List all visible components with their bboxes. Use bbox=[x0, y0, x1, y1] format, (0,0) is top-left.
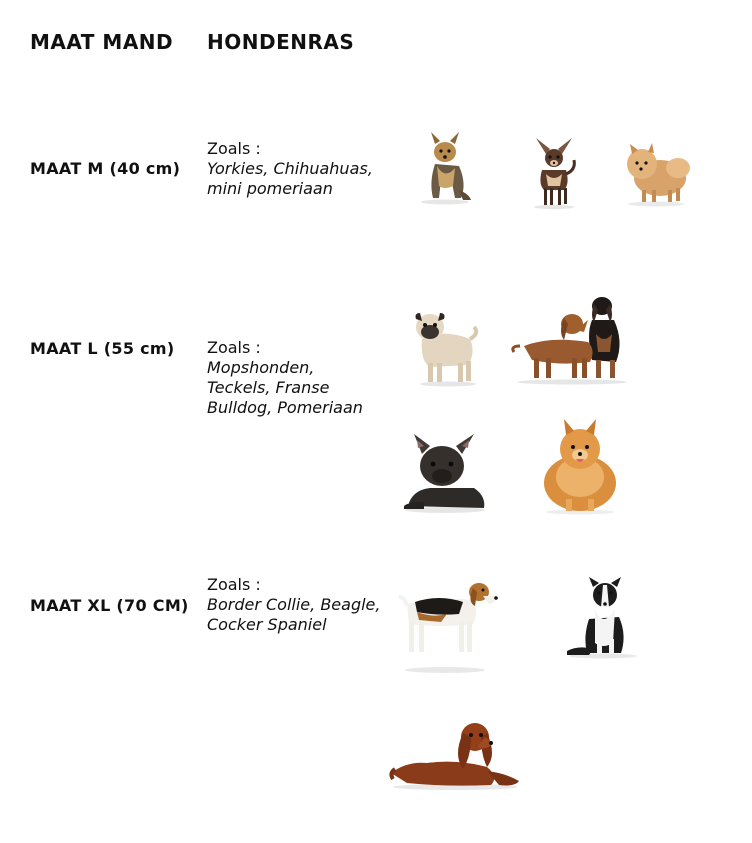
pomeranian-photo bbox=[540, 417, 620, 515]
breed-list-l bbox=[207, 338, 382, 418]
breed-names: Border Collie, Beagle, Cocker Spaniel bbox=[207, 595, 381, 634]
size-label-m: MAAT M (40 cm) bbox=[30, 159, 181, 178]
size-label-xl: MAAT XL (70 CM) bbox=[30, 596, 189, 615]
yorkshire-terrier-photo bbox=[415, 130, 477, 205]
border-collie-photo bbox=[563, 577, 639, 659]
breed-list-m bbox=[207, 139, 382, 199]
breed-intro: Zoals : bbox=[207, 338, 261, 357]
breed-intro: Zoals : bbox=[207, 139, 261, 158]
breed-names: Mopshonden, Teckels, Franse Bulldog, Pomeriaan bbox=[207, 358, 363, 417]
cocker-spaniel-photo bbox=[387, 707, 522, 791]
french-bulldog-photo bbox=[402, 432, 488, 514]
breed-list-xl bbox=[207, 575, 382, 635]
breed-names: Yorkies, Chihuahuas, mini pomeriaan bbox=[207, 159, 373, 198]
beagle-photo bbox=[397, 578, 499, 674]
dachshunds-photo bbox=[510, 290, 635, 385]
breed-intro: Zoals : bbox=[207, 575, 261, 594]
column-header-size: MAAT MAND bbox=[30, 30, 174, 54]
size-label-l: MAAT L (55 cm) bbox=[30, 339, 175, 358]
pomeranian-photo bbox=[620, 138, 692, 208]
pug-photo bbox=[410, 305, 482, 387]
column-header-breed: HONDENRAS bbox=[207, 30, 355, 54]
chihuahua-photo bbox=[528, 134, 580, 210]
